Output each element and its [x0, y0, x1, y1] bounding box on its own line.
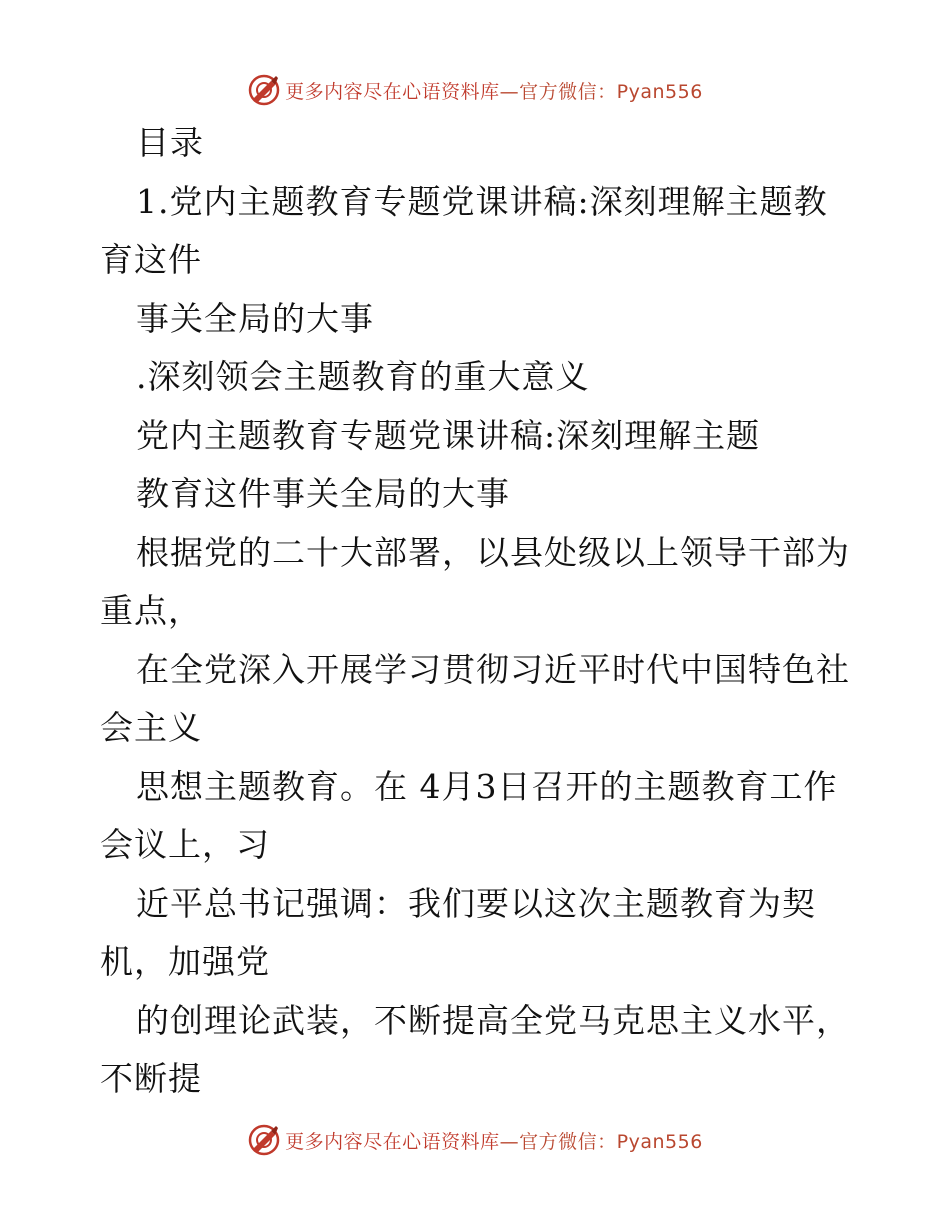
- paragraph-line: 重点，: [100, 591, 202, 630]
- article-title-line: 党内主题教育专题党课讲稿:深刻理解主题: [136, 415, 761, 455]
- paragraph-line: 机，加强党: [100, 942, 270, 981]
- toc-title: 目录: [136, 123, 204, 162]
- article-title-line: 教育这件事关全局的大事: [136, 474, 510, 513]
- header-banner-text: 更多内容尽在心语资料库—官方微信：Pyan556: [285, 80, 703, 103]
- paragraph-line: 的创理论武装，不断提高全党马克思主义水平，: [136, 1000, 850, 1040]
- text-line: 育这件: [100, 240, 202, 279]
- header-banner: [0, 70, 950, 110]
- paragraph-line: 根据党的二十大部署，以县处级以上领导干部为: [136, 532, 850, 572]
- text-line: 事关全局的大事: [136, 298, 374, 338]
- logo-icon: [247, 73, 281, 107]
- footer-banner-text: 更多内容尽在心语资料库—官方微信：Pyan556: [285, 1130, 703, 1153]
- paragraph-line: 会主义: [100, 708, 202, 747]
- logo-icon: [247, 1123, 281, 1157]
- paragraph-line: 不断提: [100, 1059, 202, 1098]
- toc-item-2: .深刻领会主题教育的重大意义: [136, 357, 590, 396]
- footer-banner: [0, 1120, 950, 1160]
- footer-wechat-text: —官方微信：Pyan556: [499, 1130, 703, 1153]
- paragraph-line: 会议上，习: [100, 825, 270, 864]
- paragraph-line: 在全党深入开展学习贯彻习近平时代中国特色社: [136, 649, 850, 689]
- paragraph-line: 近平总书记强调：我们要以这次主题教育为契: [136, 883, 816, 923]
- paragraph-line: 思想主题教育。在 4月3日召开的主题教育工作: [136, 766, 838, 806]
- toc-item-1: 1.党内主题教育专题党课讲稿:深刻理解主题教: [136, 181, 828, 221]
- document-body: [100, 114, 860, 1109]
- header-wechat-text: —官方微信：Pyan556: [499, 80, 703, 103]
